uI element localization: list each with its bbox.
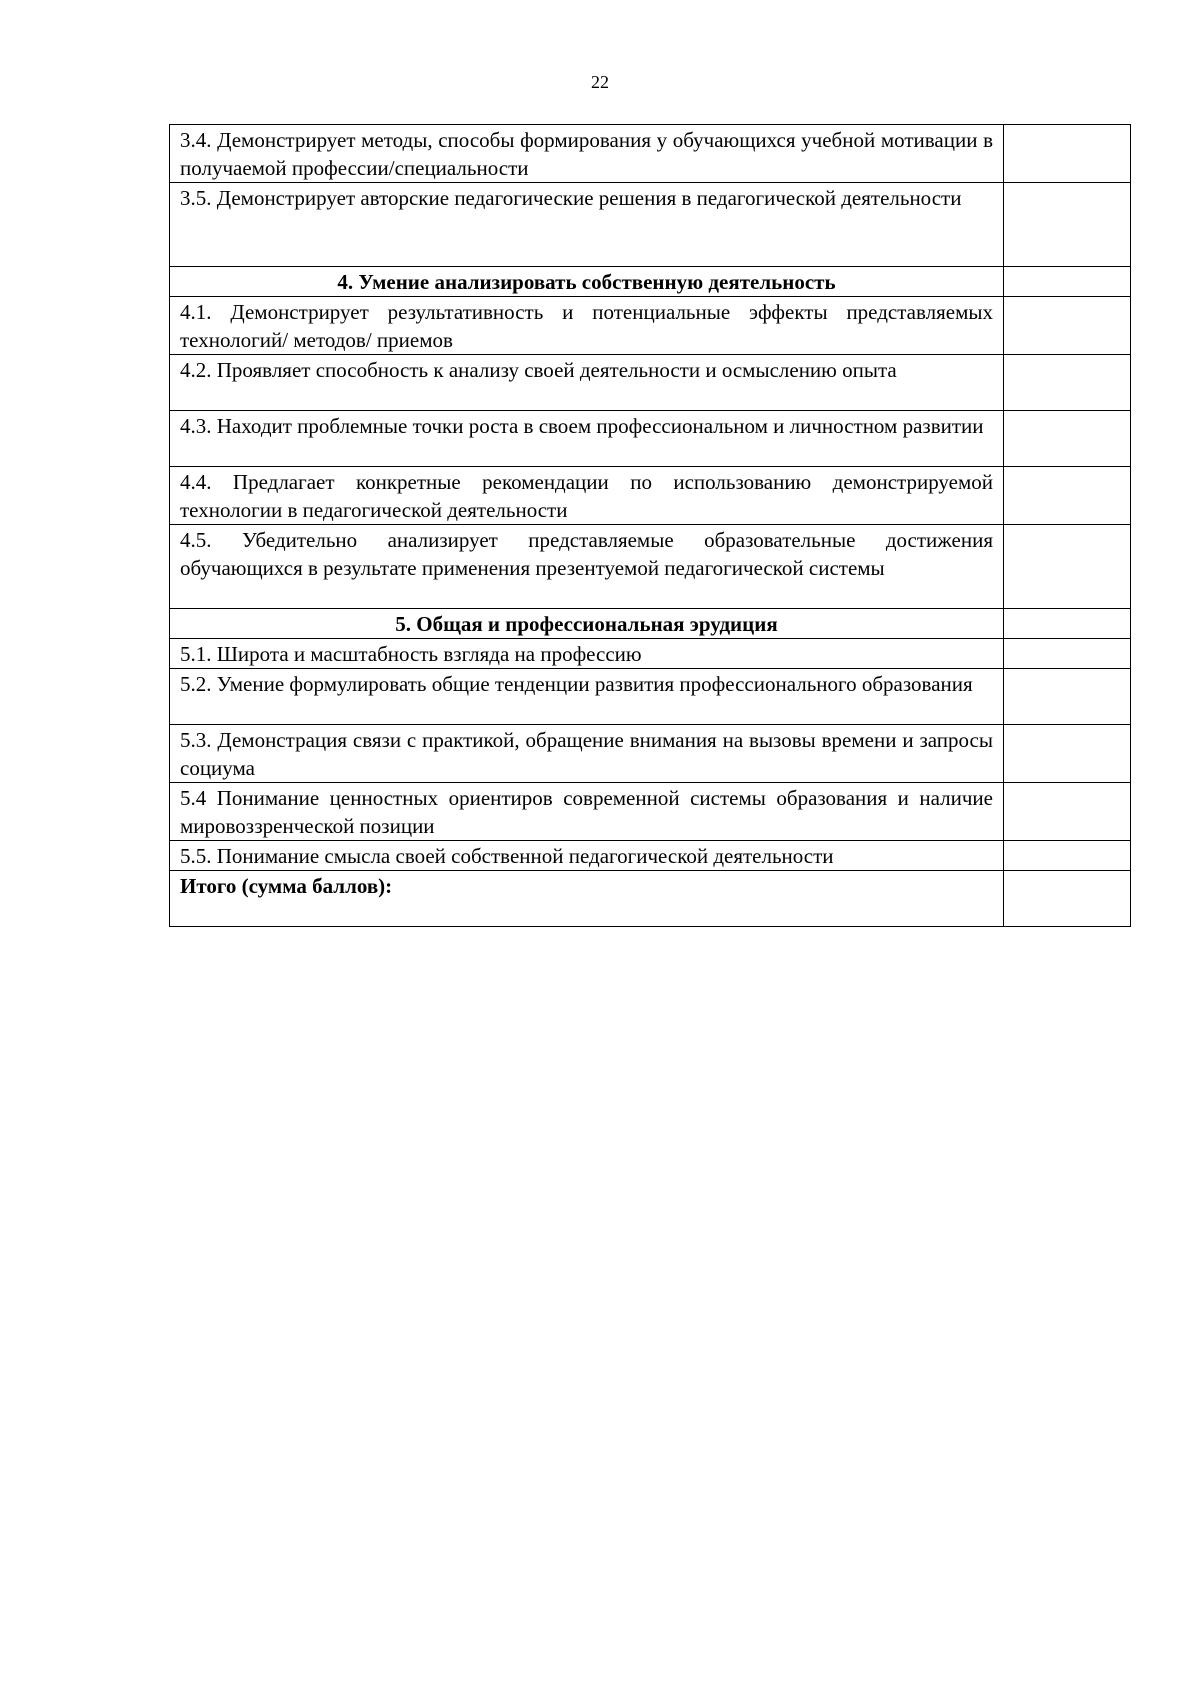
- score-cell[interactable]: [1004, 725, 1131, 783]
- criterion-text: 3.4. Демонстрирует методы, способы формирования у обучающихся учебной мотивации в получаемой профессии/специальности: [170, 125, 1004, 183]
- score-cell[interactable]: [1004, 841, 1131, 871]
- table-row: [170, 125, 1131, 183]
- score-cell[interactable]: [1004, 783, 1131, 841]
- score-cell[interactable]: [1004, 355, 1131, 411]
- table-row: [170, 183, 1131, 267]
- score-cell[interactable]: [1004, 297, 1131, 355]
- score-cell[interactable]: [1004, 467, 1131, 525]
- criterion-text: 5.4 Понимание ценностных ориентиров современной системы образования и наличие мировоззренческой позиции: [170, 783, 1004, 841]
- criterion-text: 5.2. Умение формулировать общие тенденции развития профессионального образования: [170, 669, 1004, 725]
- page-number: 22: [591, 72, 609, 92]
- table-row: [170, 411, 1131, 467]
- criterion-text: 5.5. Понимание смысла своей собственной педагогической деятельности: [170, 841, 1004, 871]
- section-row: [170, 267, 1131, 297]
- score-cell[interactable]: [1004, 183, 1131, 267]
- criterion-text: 4.4. Предлагает конкретные рекомендации по использованию демонстрируемой технологии в педагогической деятельности: [170, 467, 1004, 525]
- table-row: [170, 725, 1131, 783]
- table-row: [170, 841, 1131, 871]
- score-cell[interactable]: [1004, 125, 1131, 183]
- criterion-text: 5.3. Демонстрация связи с практикой, обращение внимания на вызовы времени и запросы социума: [170, 725, 1004, 783]
- criterion-text: 4.5. Убедительно анализирует представляемые образовательные достижения обучающихся в результате применения презентуемой педагогической системы: [170, 525, 1004, 609]
- table-row: [170, 297, 1131, 355]
- score-cell[interactable]: [1004, 525, 1131, 609]
- table-row: [170, 783, 1131, 841]
- score-cell[interactable]: [1004, 411, 1131, 467]
- total-label: Итого (сумма баллов):: [170, 871, 1004, 927]
- table-row: [170, 525, 1131, 609]
- score-cell[interactable]: [1004, 609, 1131, 639]
- table-row: [170, 669, 1131, 725]
- score-cell[interactable]: [1004, 639, 1131, 669]
- table-row: [170, 639, 1131, 669]
- criterion-text: 4.1. Демонстрирует результативность и потенциальные эффекты представляемых технологий/ методов/ приемов: [170, 297, 1004, 355]
- section-row: [170, 609, 1131, 639]
- total-row: [170, 871, 1131, 927]
- table-row: [170, 355, 1131, 411]
- criterion-text: 3.5. Демонстрирует авторские педагогические решения в педагогической деятельности: [170, 183, 1004, 267]
- section-heading: 4. Умение анализировать собственную деятельность: [170, 267, 1004, 297]
- criterion-text: 4.2. Проявляет способность к анализу своей деятельности и осмыслению опыта: [170, 355, 1004, 411]
- criterion-text: 5.1. Широта и масштабность взгляда на профессию: [170, 639, 1004, 669]
- evaluation-criteria-table: [169, 124, 1131, 927]
- score-cell[interactable]: [1004, 267, 1131, 297]
- section-heading: 5. Общая и профессиональная эрудиция: [170, 609, 1004, 639]
- table-row: [170, 467, 1131, 525]
- total-score-cell[interactable]: [1004, 871, 1131, 927]
- criterion-text: 4.3. Находит проблемные точки роста в своем профессиональном и личностном развитии: [170, 411, 1004, 467]
- score-cell[interactable]: [1004, 669, 1131, 725]
